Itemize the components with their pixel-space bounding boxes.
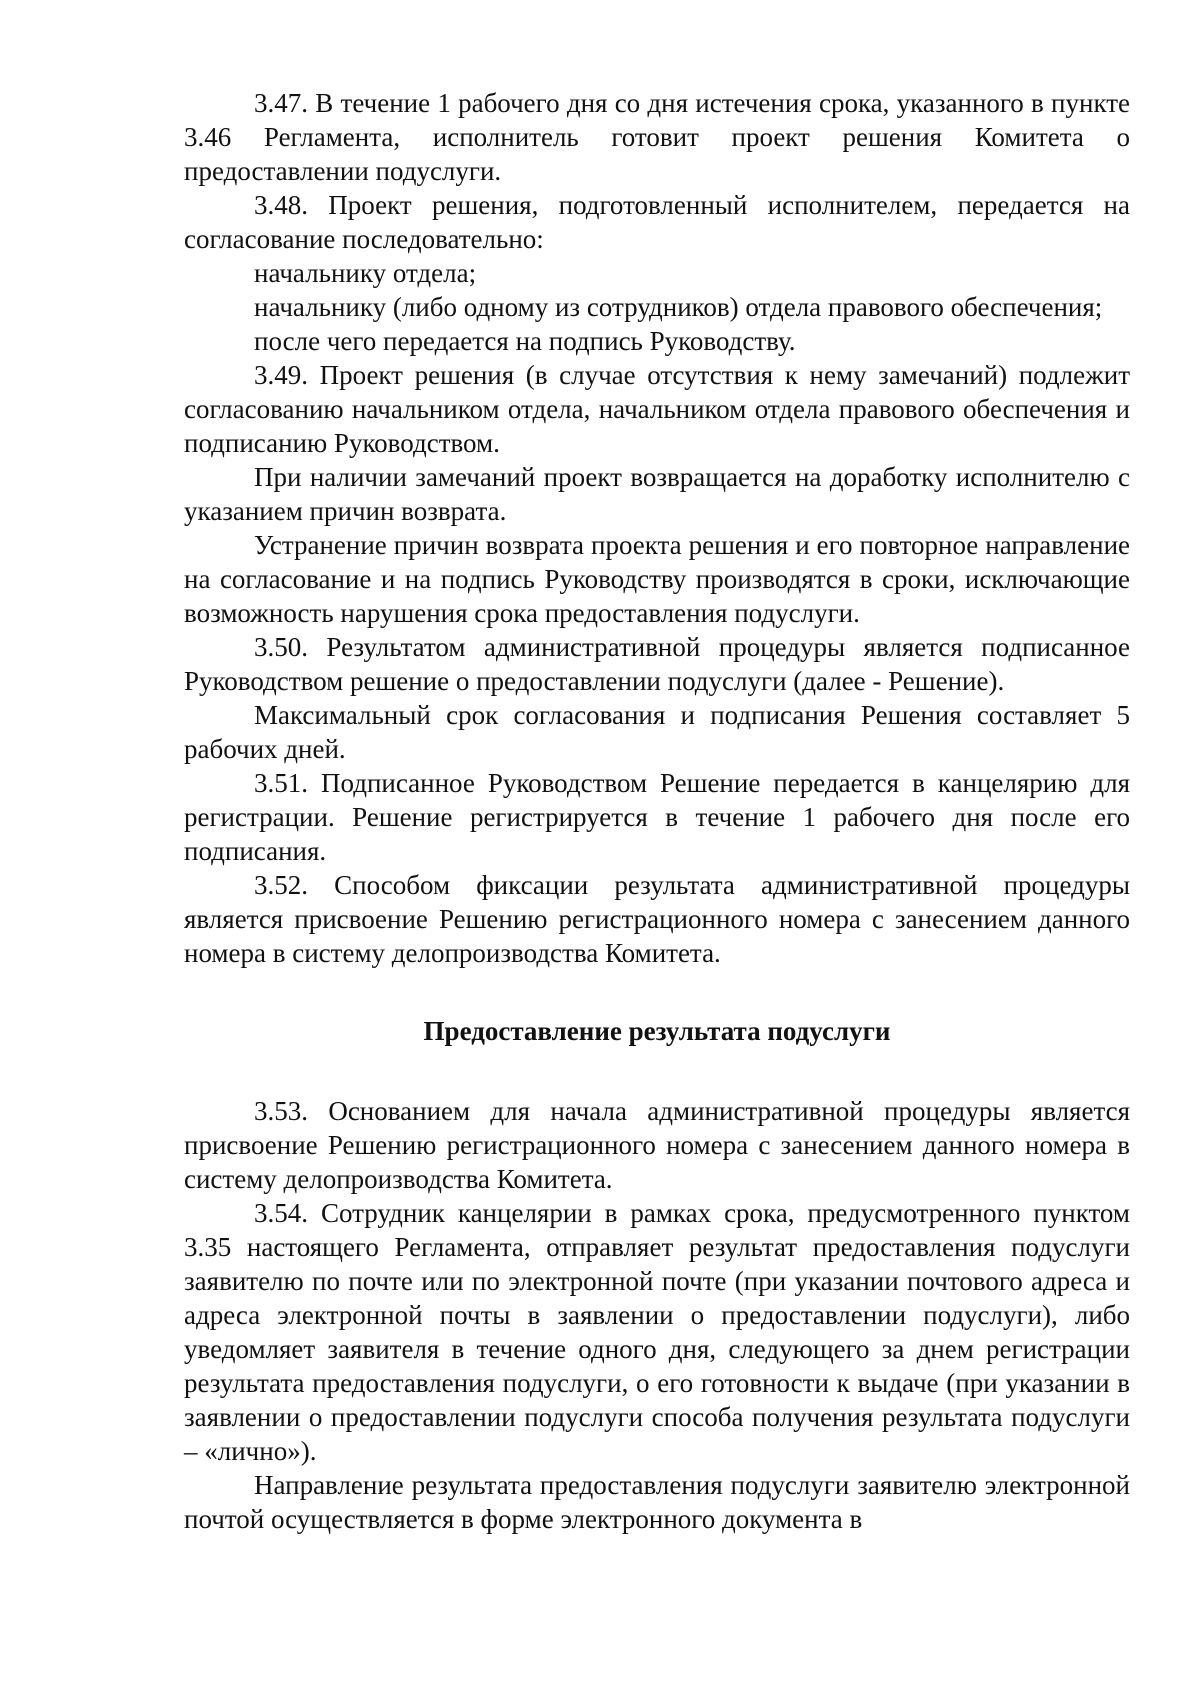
paragraph-remarks: При наличии замечаний проект возвращается на доработку исполнителю с указанием причин возврата. xyxy=(184,462,1130,526)
paragraph-3-49: 3.49. Проект решения (в случае отсутствия к нему замечаний) подлежит согласованию начальником отдела, начальником отдела правового обеспечения и подписанию Руководством. xyxy=(184,360,1130,458)
list-item-head-of-department: начальнику отдела; xyxy=(254,258,477,288)
paragraph-elimination: Устранение причин возврата проекта решения и его повторное направление на согласование и на подпись Руководству производятся в сроки, исключающие возможность нарушения срока предоставления подуслуги. xyxy=(184,530,1130,628)
paragraph-3-47: 3.47. В течение 1 рабочего дня со дня истечения срока, указанного в пункте 3.46 Регламента, исполнитель готовит проект решения Комитета о предоставлении подуслуги. xyxy=(184,88,1130,186)
document-body xyxy=(184,86,1130,1536)
paragraph-email-delivery: Направление результата предоставления подуслуги заявителю электронной почтой осуществляется в форме электронного документа в xyxy=(184,1470,1130,1534)
paragraph-3-52: 3.52. Способом фиксации результата административной процедуры является присвоение Решению регистрационного номера с занесением данного номера в систему делопроизводства Комитета. xyxy=(184,870,1130,968)
paragraph-max-term: Максимальный срок согласования и подписания Решения составляет 5 рабочих дней. xyxy=(184,700,1130,764)
paragraph-3-53: 3.53. Основанием для начала административной процедуры является присвоение Решению регистрационного номера с занесением данного номера в систему делопроизводства Комитета. xyxy=(184,1096,1130,1194)
paragraph-3-48: 3.48. Проект решения, подготовленный исполнителем, передается на согласование последовательно: xyxy=(184,190,1130,254)
paragraph-3-51: 3.51. Подписанное Руководством Решение передается в канцелярию для регистрации. Решение регистрируется в течение 1 рабочего дня после его подписания. xyxy=(184,768,1130,866)
paragraph-3-54: 3.54. Сотрудник канцелярии в рамках срока, предусмотренного пунктом 3.35 настоящего Регламента, отправляет результат предоставления подуслуги заявителю по почте или по электронной почте (при указании почтового адреса и адреса электронной почты в заявлении о предоставлении подуслуги), либо уведомляет заявителя в течение одного дня, следующего за днем регистрации результата предоставления подуслуги, о его готовности к выдаче (при указании в заявлении о предоставлении подуслуги способа получения результата подуслуги – «лично»). xyxy=(184,1198,1130,1466)
list-item-legal-department: начальнику (либо одному из сотрудников) отдела правового обеспечения; xyxy=(254,292,1103,322)
paragraph-3-50: 3.50. Результатом административной процедуры является подписанное Руководством решение о предоставлении подуслуги (далее - Решение). xyxy=(184,632,1130,696)
list-item-signature: после чего передается на подпись Руководству. xyxy=(254,326,796,356)
section-heading: Предоставление результата подуслуги xyxy=(423,1016,891,1046)
